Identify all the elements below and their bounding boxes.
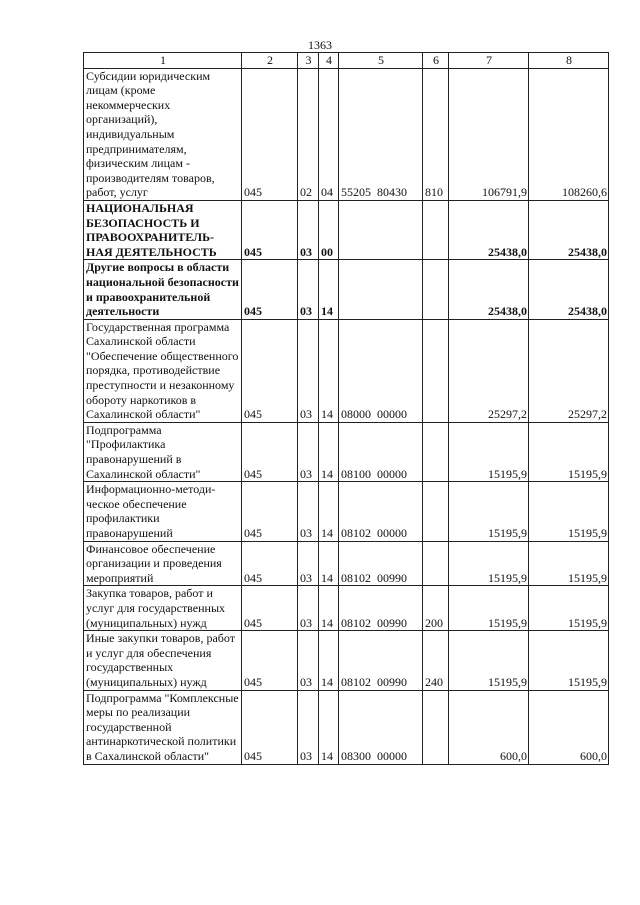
target-article-cell: 08100 00000 — [339, 422, 423, 481]
target-article-cell: 08000 00000 — [339, 319, 423, 422]
expense-type-cell — [423, 482, 449, 541]
target-article-cell — [339, 260, 423, 319]
amount-year1-cell: 15195,9 — [449, 631, 529, 690]
subsection-code-cell: 14 — [319, 260, 339, 319]
expense-type-cell: 240 — [423, 631, 449, 690]
row-name-cell: Государственная программа Сахалинской области "Обеспечение общественного порядка, противодействие преступности и незаконному обороту наркотиков в Сахалинской области" — [84, 319, 242, 422]
subsection-code-cell: 04 — [319, 68, 339, 200]
amount-year1-cell: 15195,9 — [449, 482, 529, 541]
amount-year1-cell: 25438,0 — [449, 200, 529, 259]
target-article-cell: 08102 00990 — [339, 541, 423, 586]
section-code-cell: 03 — [298, 586, 319, 631]
subsection-code-cell: 14 — [319, 690, 339, 764]
row-name-cell: Информационно-методи-ческое обеспечение профилактики правонарушений — [84, 482, 242, 541]
section-code-cell: 03 — [298, 690, 319, 764]
target-article-cell: 08102 00990 — [339, 631, 423, 690]
table-row — [84, 541, 609, 586]
ministry-code-cell: 045 — [242, 482, 298, 541]
ministry-code-cell: 045 — [242, 690, 298, 764]
expense-type-cell: 810 — [423, 68, 449, 200]
table-body — [84, 68, 609, 764]
column-header: 8 — [529, 53, 609, 69]
section-code-cell: 03 — [298, 319, 319, 422]
section-code-cell: 03 — [298, 422, 319, 481]
expense-type-cell — [423, 422, 449, 481]
column-header: 1 — [84, 53, 242, 69]
target-article-cell: 08102 00000 — [339, 482, 423, 541]
target-article-cell — [339, 200, 423, 259]
budget-table — [83, 52, 609, 765]
table-row — [84, 422, 609, 481]
table-row — [84, 200, 609, 259]
row-name-cell: Подпрограмма "Комплексные меры по реализации государственной антинаркотической политики в Сахалинской области" — [84, 690, 242, 764]
amount-year2-cell: 25297,2 — [529, 319, 609, 422]
ministry-code-cell: 045 — [242, 541, 298, 586]
row-name-cell: Субсидии юридическим лицам (кроме некоммерческих организаций), индивидуальным предпринимателям, физическим лицам - производителям товаров, работ, услуг — [84, 68, 242, 200]
target-article-cell: 55205 80430 — [339, 68, 423, 200]
table-row — [84, 319, 609, 422]
amount-year1-cell: 15195,9 — [449, 541, 529, 586]
amount-year1-cell: 15195,9 — [449, 586, 529, 631]
amount-year2-cell: 25438,0 — [529, 200, 609, 259]
expense-type-cell — [423, 541, 449, 586]
section-code-cell: 02 — [298, 68, 319, 200]
ministry-code-cell: 045 — [242, 631, 298, 690]
subsection-code-cell: 14 — [319, 319, 339, 422]
expense-type-cell — [423, 319, 449, 422]
amount-year2-cell: 15195,9 — [529, 586, 609, 631]
amount-year2-cell: 15195,9 — [529, 482, 609, 541]
column-header: 4 — [319, 53, 339, 69]
ministry-code-cell: 045 — [242, 200, 298, 259]
expense-type-cell: 200 — [423, 586, 449, 631]
row-name-cell: Другие вопросы в области национальной безопасности и правоохранительной деятельности — [84, 260, 242, 319]
row-name-cell: НАЦИОНАЛЬНАЯ БЕЗОПАСНОСТЬ И ПРАВООХРАНИТЕЛЬ-НАЯ ДЕЯТЕЛЬНОСТЬ — [84, 200, 242, 259]
ministry-code-cell: 045 — [242, 68, 298, 200]
section-code-cell: 03 — [298, 260, 319, 319]
table-row — [84, 690, 609, 764]
amount-year1-cell: 25297,2 — [449, 319, 529, 422]
amount-year1-cell: 106791,9 — [449, 68, 529, 200]
column-header: 3 — [298, 53, 319, 69]
amount-year1-cell: 25438,0 — [449, 260, 529, 319]
amount-year2-cell: 15195,9 — [529, 541, 609, 586]
column-header: 7 — [449, 53, 529, 69]
table-row — [84, 482, 609, 541]
amount-year1-cell: 600,0 — [449, 690, 529, 764]
ministry-code-cell: 045 — [242, 319, 298, 422]
table-header-row — [84, 53, 609, 69]
section-code-cell: 03 — [298, 482, 319, 541]
table-row — [84, 68, 609, 200]
amount-year1-cell: 15195,9 — [449, 422, 529, 481]
expense-type-cell — [423, 690, 449, 764]
section-code-cell: 03 — [298, 541, 319, 586]
column-header: 2 — [242, 53, 298, 69]
amount-year2-cell: 108260,6 — [529, 68, 609, 200]
target-article-cell: 08102 00990 — [339, 586, 423, 631]
ministry-code-cell: 045 — [242, 422, 298, 481]
amount-year2-cell: 25438,0 — [529, 260, 609, 319]
amount-year2-cell: 15195,9 — [529, 631, 609, 690]
subsection-code-cell: 14 — [319, 482, 339, 541]
subsection-code-cell: 14 — [319, 422, 339, 481]
ministry-code-cell: 045 — [242, 586, 298, 631]
amount-year2-cell: 600,0 — [529, 690, 609, 764]
row-name-cell: Иные закупки товаров, работ и услуг для обеспечения государственных (муниципальных) нужд — [84, 631, 242, 690]
amount-year2-cell: 15195,9 — [529, 422, 609, 481]
subsection-code-cell: 14 — [319, 541, 339, 586]
table-row — [84, 631, 609, 690]
subsection-code-cell: 14 — [319, 631, 339, 690]
column-header: 6 — [423, 53, 449, 69]
page-number: 1363 — [308, 38, 332, 52]
target-article-cell: 08300 00000 — [339, 690, 423, 764]
row-name-cell: Подпрограмма "Профилактика правонарушений в Сахалинской области" — [84, 422, 242, 481]
section-code-cell: 03 — [298, 631, 319, 690]
column-header: 5 — [339, 53, 423, 69]
section-code-cell: 03 — [298, 200, 319, 259]
row-name-cell: Финансовое обеспечение организации и проведения мероприятий — [84, 541, 242, 586]
row-name-cell: Закупка товаров, работ и услуг для государственных (муниципальных) нужд — [84, 586, 242, 631]
subsection-code-cell: 00 — [319, 200, 339, 259]
expense-type-cell — [423, 200, 449, 259]
subsection-code-cell: 14 — [319, 586, 339, 631]
expense-type-cell — [423, 260, 449, 319]
ministry-code-cell: 045 — [242, 260, 298, 319]
table-row — [84, 586, 609, 631]
table-row — [84, 260, 609, 319]
